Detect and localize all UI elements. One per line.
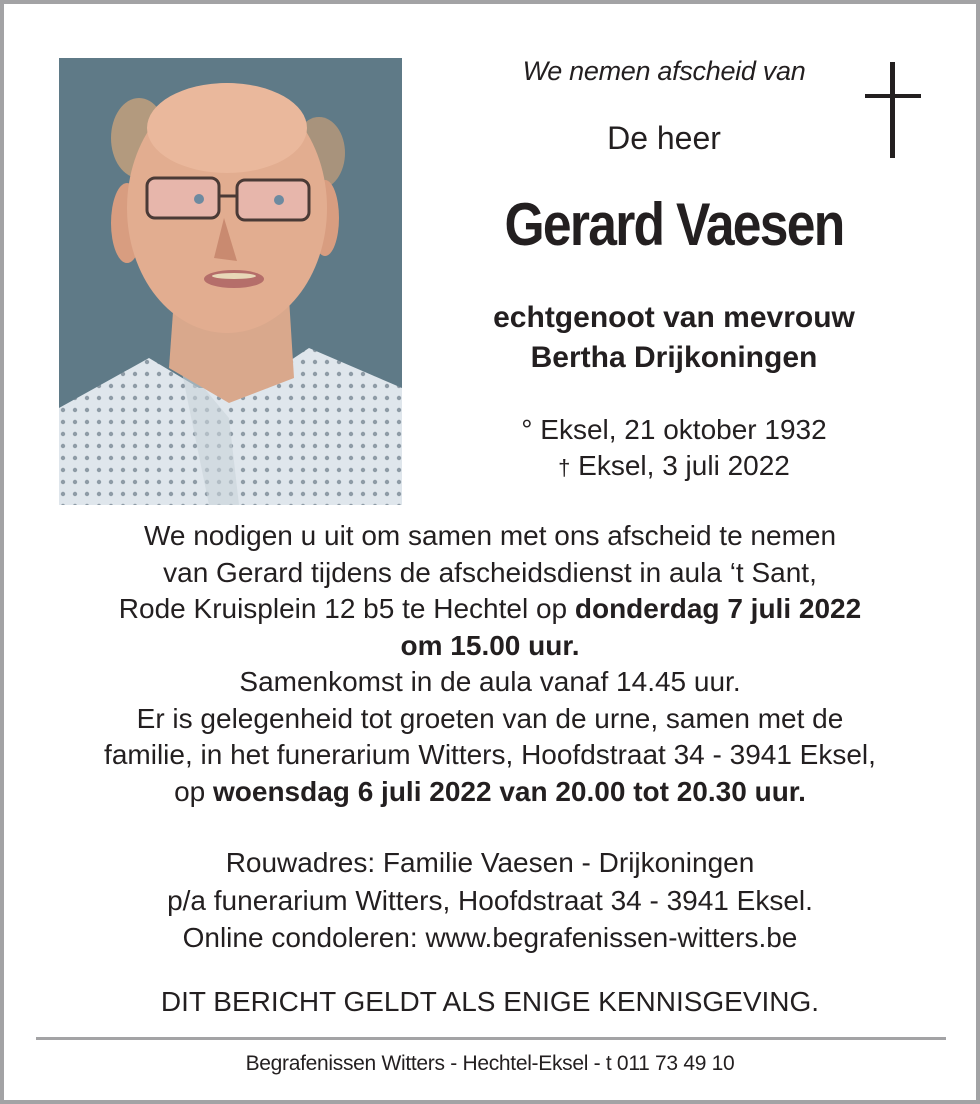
intro-text: We nemen afscheid van [522, 56, 806, 86]
service-line-1: We nodigen u uit om samen met ons afscheid te nemen [143, 520, 837, 551]
mourning-address-line-1: Rouwadres: Familie Vaesen - Drijkoningen [225, 847, 755, 878]
obituary-card [4, 4, 976, 1100]
birth-date: ° Eksel, 21 oktober 1932 [521, 414, 827, 445]
visitation-line-1: Er is gelegenheid tot groeten van de urne, samen met de [136, 702, 844, 734]
service-info [24, 518, 956, 810]
condolence-link[interactable]: www.begrafenissen-witters.be [425, 922, 798, 953]
spouse-line-1: echtgenoot van mevrouw [493, 301, 855, 334]
death-date-row [424, 448, 924, 486]
cross-icon [865, 62, 921, 158]
portrait-photo [59, 58, 402, 505]
deceased-name: Gerard Vaesen [504, 191, 844, 258]
visitation-datetime: woensdag 6 juli 2022 van 20.00 tot 20.30 uur. [213, 775, 806, 807]
dagger-icon: † [558, 455, 571, 480]
gathering-time: Samenkomst in de aula vanaf 14.45 uur. [239, 666, 741, 697]
life-dates [424, 412, 924, 486]
spouse-info [424, 298, 924, 378]
contact-info [24, 844, 956, 957]
death-date: Eksel, 3 juli 2022 [578, 450, 790, 481]
visitation-line-3 [24, 774, 956, 811]
honorific-title: De heer [607, 120, 721, 156]
visitation-prefix: op [174, 775, 213, 807]
mourning-address-line-2: p/a funerarium Witters, Hoofdstraat 34 - 3941 Eksel. [167, 884, 813, 916]
footer-divider [36, 1037, 946, 1040]
online-condolence-label: Online condoleren: [182, 922, 426, 953]
service-date: donderdag 7 juli 2022 [574, 593, 862, 624]
service-line-4 [24, 628, 956, 665]
service-line-2: van Gerard tijdens de afscheidsdienst in aula ‘t Sant, [163, 556, 817, 588]
service-time: om 15.00 uur. [400, 629, 580, 661]
service-location: Rode Kruisplein 12 b5 te Hechtel op [118, 593, 575, 624]
online-condolence [24, 919, 956, 957]
official-notice: DIT BERICHT GELDT ALS ENIGE KENNISGEVING. [160, 986, 820, 1017]
visitation-line-2: familie, in het funerarium Witters, Hoofdstraat 34 - 3941 Eksel, [104, 739, 876, 770]
spouse-line-2: Bertha Drijkoningen [530, 341, 818, 374]
funeral-home-footer: Begrafenissen Witters - Hechtel-Eksel - t 011 73 49 10 [245, 1052, 735, 1075]
portrait-illustration [59, 58, 402, 505]
service-line-3 [24, 591, 956, 628]
